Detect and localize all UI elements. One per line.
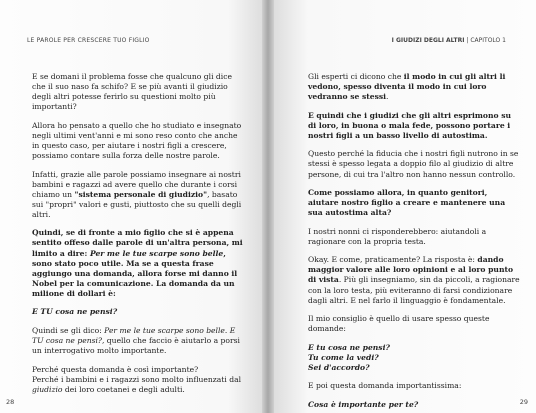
bold-text: "sistema personale di giudizio"	[74, 189, 208, 199]
text-run: dei loro coetanei e degli adulti.	[62, 384, 185, 394]
text-run: Infatti, grazie alle parole possiamo insegnare ai nostri bambini e ragazzi ad avere quello che durante i corsi chiamo un	[32, 169, 241, 199]
question: Tu come la vedi?	[308, 352, 379, 362]
italic-text: giudizio	[32, 384, 63, 394]
paragraph: Il mio consiglio è quello di usare spesso queste domande:	[308, 314, 490, 334]
paragraph: Cosa è importante per te?	[308, 399, 419, 409]
text-run: Okay. E come, praticamente? La risposta è:	[308, 255, 478, 265]
paragraph: Questo perché la fiducia che i nostri figli nutrono in se stessi è spesso legata a doppio filo al giudizio di altre persone, di cui tra l'altro non hanno nessun controllo.	[308, 149, 519, 179]
text-run: , quello che faccio è aiutarlo a porsi un interrogativo molto importante.	[32, 336, 240, 356]
paragraph	[32, 326, 246, 356]
bold-text: Quindi, se di fronte a mio figlio che si è appena sentito offeso dalle parole di un'altra persona, mi limito a dire:	[32, 228, 243, 258]
bold-italic-text: Per me le tue scarpe sono belle	[89, 248, 224, 258]
question-list	[308, 343, 520, 373]
text-run: Quindi se gli dico:	[32, 325, 105, 335]
italic-text: Per me le tue scarpe sono belle. E TU cosa ne pensi?	[32, 325, 236, 346]
running-head-right	[392, 37, 506, 44]
bold-text: giudizi	[369, 110, 399, 120]
text-run: . Più gli insegniamo, sin da piccoli, a ragionare con la loro testa, più eviteranno di farsi condizionare dagli altri. E nel farlo il linguaggio è fondamentale.	[308, 275, 520, 305]
separator: |	[466, 37, 469, 44]
paragraph: Come possiamo allora, in quanto genitori, aiutare nostro figlio a creare e mantenere una sua autostima alta?	[308, 188, 506, 218]
page-number-right: 29	[519, 398, 528, 406]
text-run: Perché i bambini e i ragazzi sono molto influenzati dal	[32, 374, 242, 384]
paragraph: E TU cosa ne pensi?	[32, 307, 118, 317]
running-head-left: LE PAROLE PER CRESCERE TUO FIGLIO	[27, 37, 150, 44]
paragraph	[32, 365, 246, 395]
paragraph	[32, 228, 246, 299]
right-page	[268, 0, 536, 413]
bold-text: E quindi che i	[308, 110, 370, 120]
bold-text: dando maggior valore alle loro opinioni e al loro punto di vista	[308, 255, 514, 285]
bold-text: , sono stato poco utile. Ma se a questa frase aggiungo una domanda, allora forse mi danno il Nobel per la comunicazione. La domanda da un milione di dollari è:	[32, 248, 238, 298]
question: E tu cosa ne pensi?	[308, 342, 390, 352]
chapter-label: CAPITOLO 1	[470, 37, 506, 44]
bold-text: il modo in cui gli altri li vedono, spesso diventa il modo in cui loro vedranno se stessi	[308, 72, 506, 102]
left-page-body	[32, 72, 246, 403]
book-fold	[262, 0, 274, 413]
paragraph	[308, 72, 520, 102]
text-run: .	[386, 92, 389, 102]
paragraph: Allora ho pensato a quello che ho studiato e insegnato negli ultimi vent'anni e mi sono reso conto che anche in questo caso, per aiutare i nostri figli a crescere, possiamo contare sulla forza delle nostre parole.	[32, 120, 242, 161]
bold-text: che gli altri esprimono su di loro, in buona o mala fede, possono portare i nostri figli a un basso livello di autostima.	[308, 110, 512, 140]
text-run: Gli esperti ci dicono che	[308, 72, 404, 81]
paragraph	[308, 255, 520, 305]
question: Sei d'accordo?	[308, 362, 370, 372]
paragraph: E se domani il problema fosse che qualcuno gli dice che il suo naso fa schifo? E se più avanti il giudizio degli altri potesse ferirlo su questioni molto più importanti?	[32, 72, 232, 112]
paragraph	[32, 170, 246, 220]
paragraph: E poi questa domanda importantissima:	[308, 381, 462, 391]
text-run: Perché questa domanda è così importante?	[32, 364, 199, 374]
text-run: , basato sui "propri" valori e gusti, piuttosto che su quelli degli altri.	[32, 189, 242, 219]
right-page-body	[308, 72, 520, 413]
paragraph: I nostri nonni ci risponderebbero: aiutandoli a ragionare con la propria testa.	[308, 226, 487, 246]
page-number-left: 28	[6, 398, 15, 406]
paragraph	[308, 111, 520, 141]
section-title: I GIUDIZI DEGLI ALTRI	[391, 37, 465, 44]
